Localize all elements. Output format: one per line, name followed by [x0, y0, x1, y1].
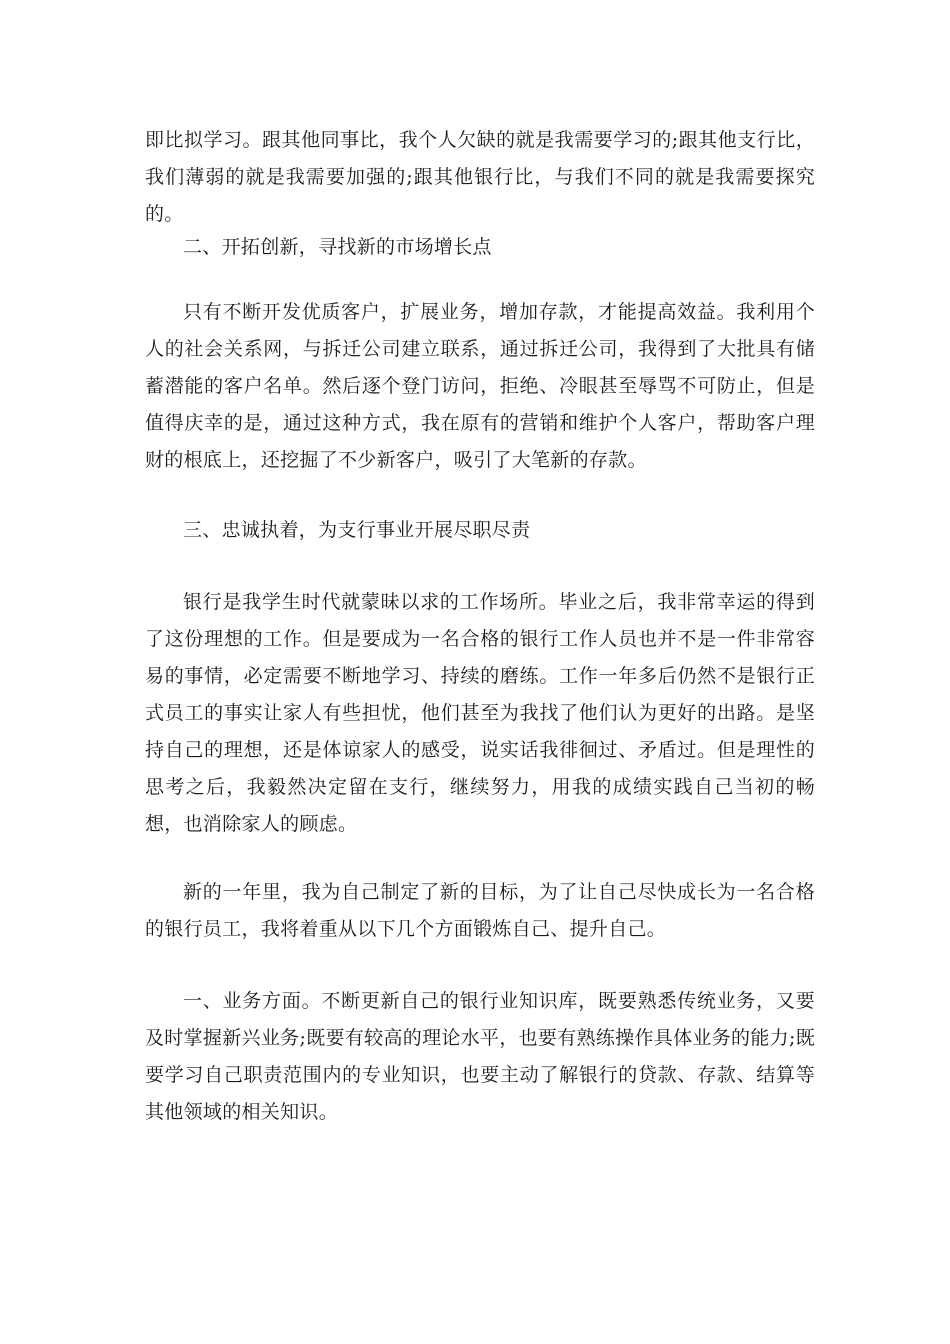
paragraph-business-aspect: 一、业务方面。不断更新自己的银行业知识库，既要熟悉传统业务，又要及时掌握新兴业务;既要有较高的理论水平，也要有熟练操作具体业务的能力;既要学习自己职责范围内的专业知识，也要主动了解银行的贷款、存款、结算等其他领域的相关知识。 [145, 990, 815, 1123]
paragraph-loyalty: 银行是我学生时代就蒙昧以求的工作场所。毕业之后，我非常幸运的得到了这份理想的工作。但是要成为一名合格的银行工作人员也并不是一件非常容易的事情，必定需要不断地学习、持续的磨练。工作一年多后仍然不是银行正式员工的事实让家人有些担忧，他们甚至为我找了他们认为更好的出路。是坚持自己的理想，还是体谅家人的感受，说实话我徘徊过、矛盾过。但是理性的思考之后，我毅然决定留在支行，继续努力，用我的成绩实践自己当初的畅想，也消除家人的顾虑。 [145, 591, 815, 835]
paragraph-continuation: 即比拟学习。跟其他同事比，我个人欠缺的就是我需要学习的;跟其他支行比，我们薄弱的就是我需要加强的;跟其他银行比，与我们不同的就是我需要探究的。 [145, 129, 815, 225]
paragraph-new-year-goals: 新的一年里，我为自己制定了新的目标，为了让自己尽快成长为一名合格的银行员工，我将着重从以下几个方面锻炼自己、提升自己。 [145, 881, 815, 940]
section-heading-3: 三、忠诚执着，为支行事业开展尽职尽责 [183, 519, 531, 541]
section-heading-2: 二、开拓创新，寻找新的市场增长点 [183, 236, 492, 258]
paragraph-market-growth: 只有不断开发优质客户，扩展业务，增加存款，才能提高效益。我利用个人的社会关系网，与拆迁公司建立联系，通过拆迁公司，我得到了大批具有储蓄潜能的客户名单。然后逐个登门访问，拒绝、冷眼甚至辱骂不可防止，但是值得庆幸的是，通过这种方式，我在原有的营销和维护个人客户，帮助客户理财的根底上，还挖掘了不少新客户，吸引了大笔新的存款。 [145, 301, 815, 471]
